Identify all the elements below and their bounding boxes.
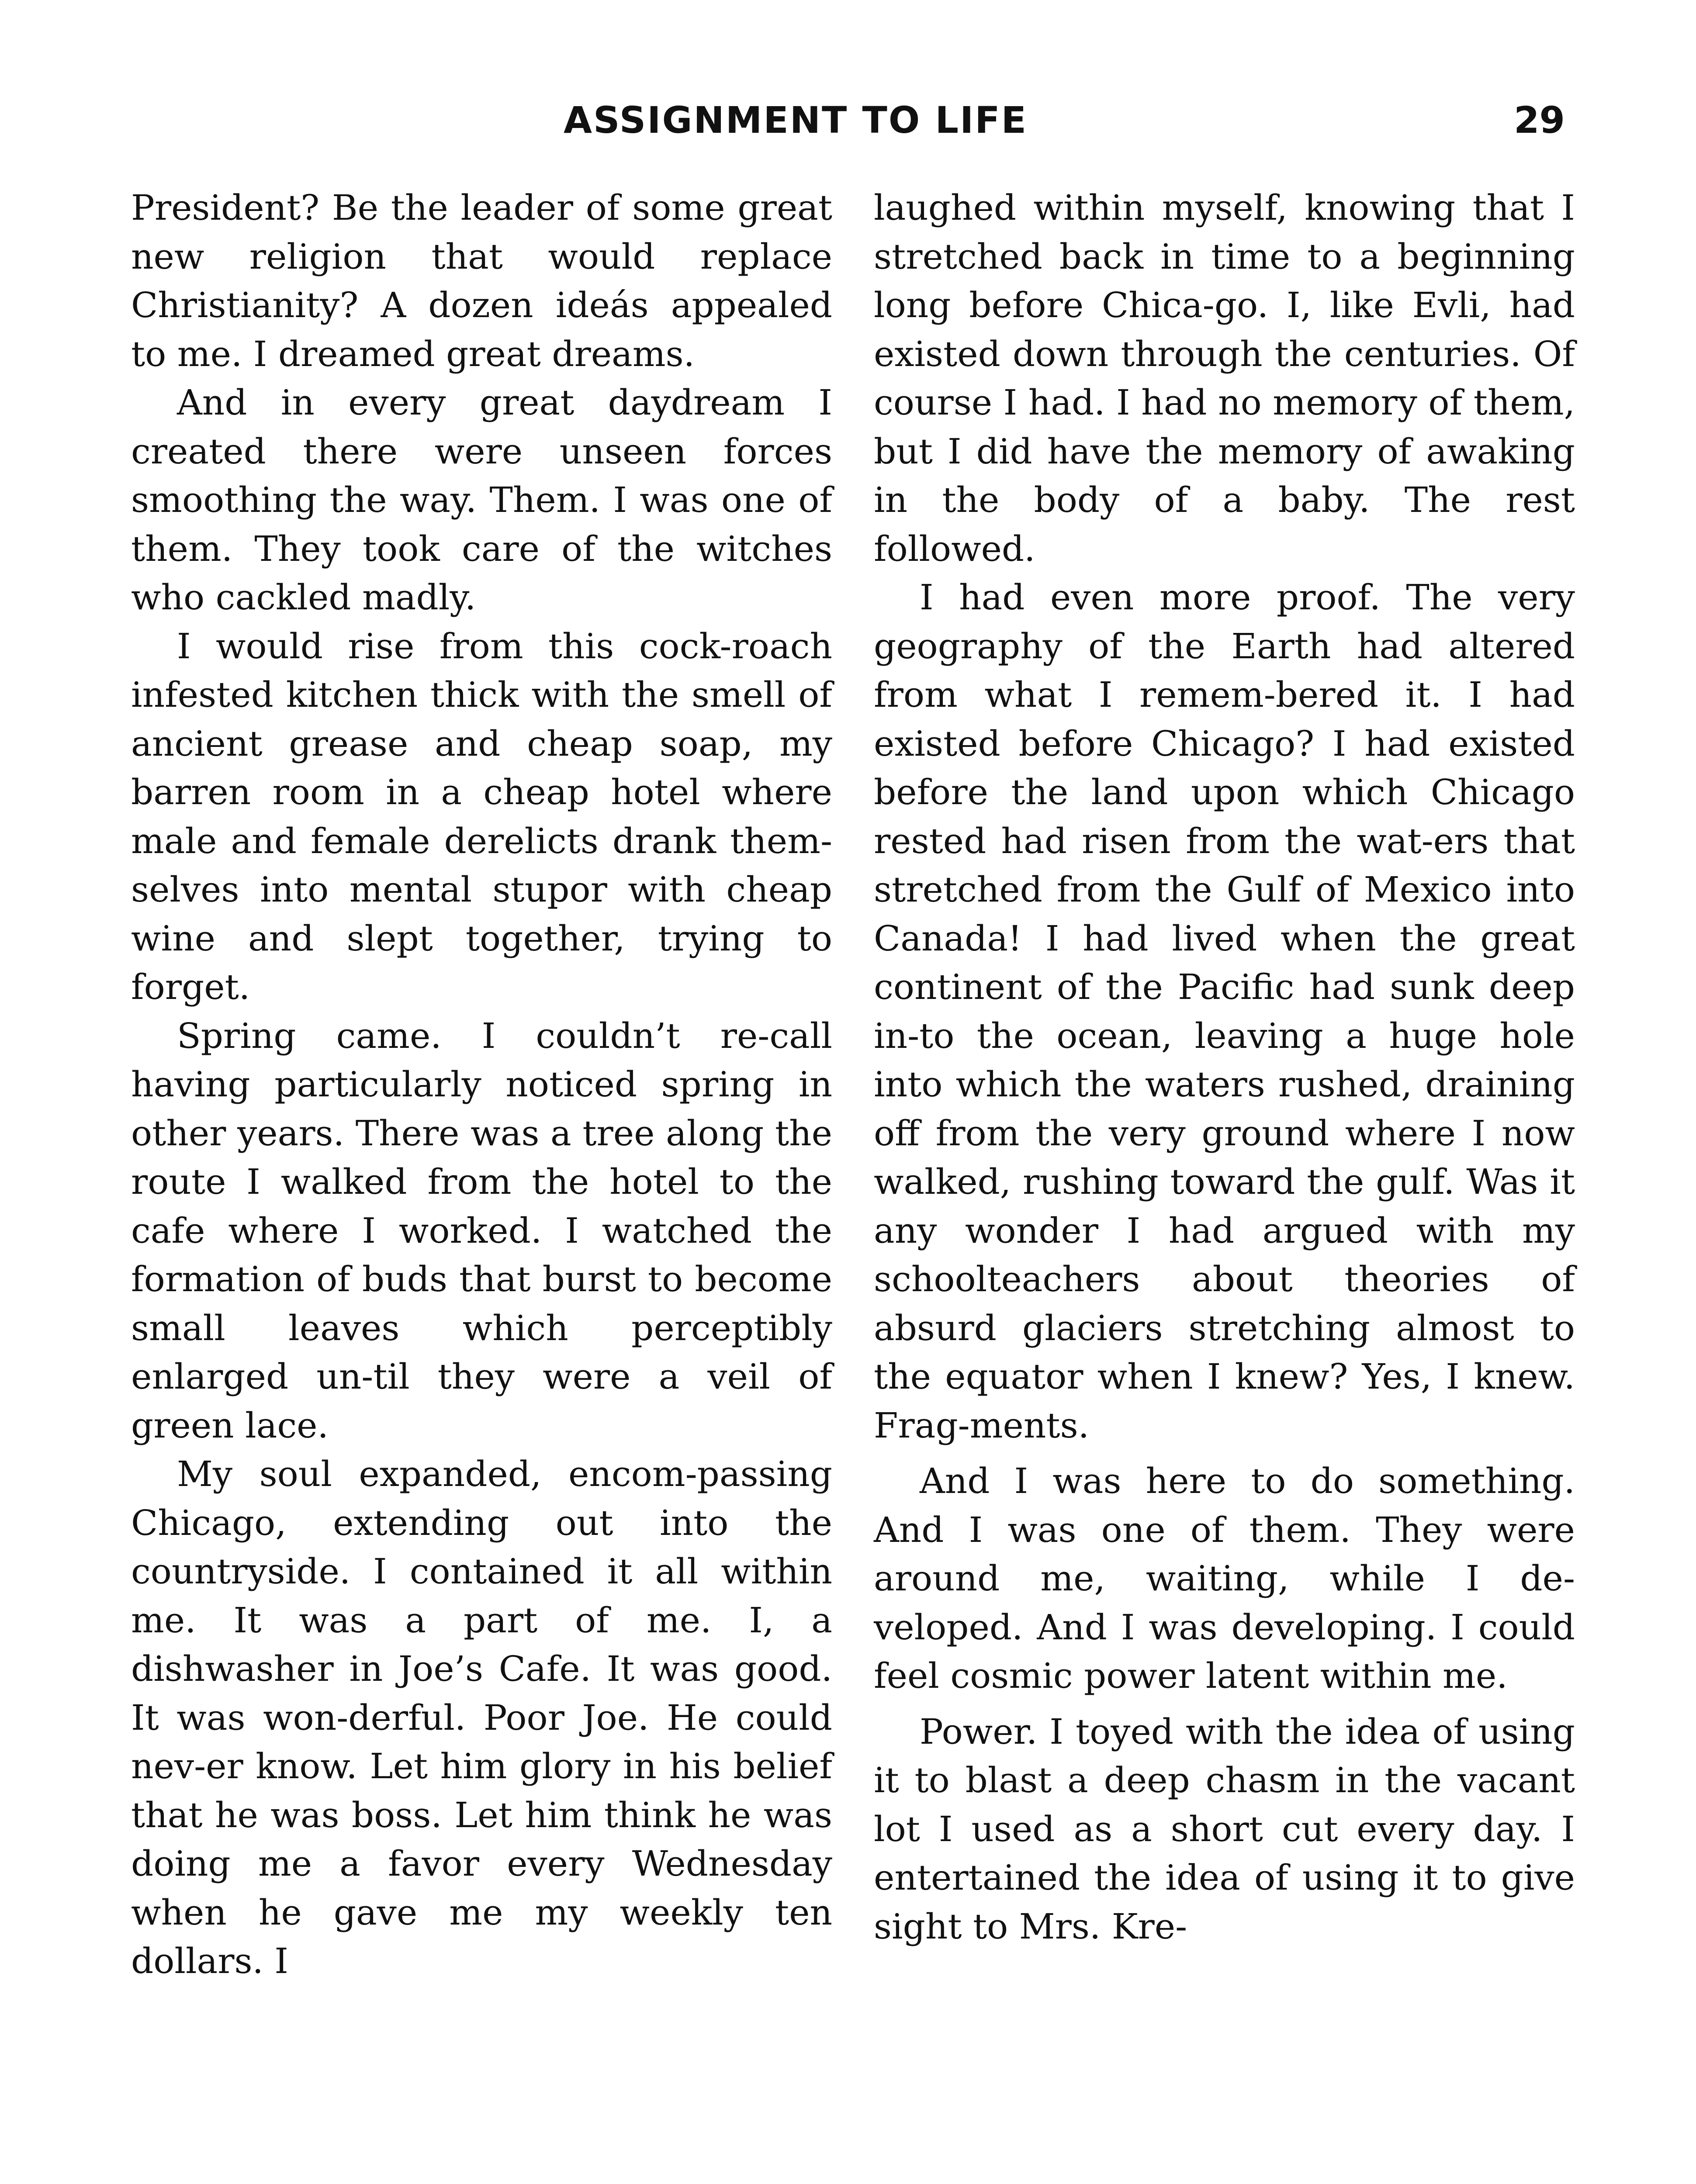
left-column: [131, 183, 832, 1986]
page-number: 29: [1514, 99, 1565, 142]
paragraph: I had even more proof. The very geography of the Earth had altered from what I remem-bered it. I had existed before Chicago? I had existed before the land upon which Chicago rested had risen from the wat-ers that stretched from the Gulf of Mexico into Canada! I had lived when the great continent of the Pacific had sunk deep in-to the ocean, leaving a huge hole into which the waters rushed, draining off from the very ground where I now walked, rushing toward the gulf. Was it any wonder I had argued with my schoolteachers about theories of absurd glaciers stretching almost to the equator when I knew? Yes, I knew. Frag-ments.: [874, 577, 1575, 1446]
running-head: ASSIGNMENT TO LIFE: [564, 99, 1028, 142]
paragraph: Power. I toyed with the idea of using it to blast a deep chasm in the vacant lot I used as a short cut every day. I entertained the idea of using it to give sight to Mrs. Kre-: [874, 1711, 1575, 1947]
paragraph: President? Be the leader of some great new religion that would replace Christianity? A dozen ideás appealed to me. I dreamed great dreams.: [131, 187, 832, 374]
paragraph: I would rise from this cock-roach infested kitchen thick with the smell of ancient grease and cheap soap, my barren room in a cheap hotel where male and female derelicts drank them-selves into mental stupor with cheap wine and slept together, trying to forget.: [131, 625, 832, 1007]
paragraph: And in every great daydream I created there were unseen forces smoothing the way. Them. I was one of them. They took care of the witches who cackled madly.: [131, 382, 832, 618]
paragraph: And I was here to do something. And I was one of them. They were around me, waiting, while I de-veloped. And I was developing. I could feel cosmic power latent within me.: [874, 1461, 1575, 1696]
right-column: [874, 183, 1575, 1951]
paragraph: Spring came. I couldn’t re-call having particularly noticed spring in other years. There was a tree along the route I walked from the hotel to the cafe where I worked. I watched the formation of buds that burst to become small leaves which perceptibly enlarged un-til they were a veil of green lace.: [131, 1015, 832, 1446]
paragraph: laughed within myself, knowing that I stretched back in time to a beginning long before Chica-go. I, like Evli, had existed down through the centuries. Of course I had. I had no memory of them, but I did have the memory of awaking in the body of a baby. The rest followed.: [874, 187, 1575, 569]
paragraph: My soul expanded, encom-passing Chicago, extending out into the countryside. I contained it all within me. It was a part of me. I, a dishwasher in Joe’s Cafe. It was good. It was won-derful. Poor Joe. He could nev-er know. Let him glory in his belief that he was boss. Let him think he was doing me a favor every Wednesday when he gave me my weekly ten dollars. I: [131, 1454, 832, 1981]
